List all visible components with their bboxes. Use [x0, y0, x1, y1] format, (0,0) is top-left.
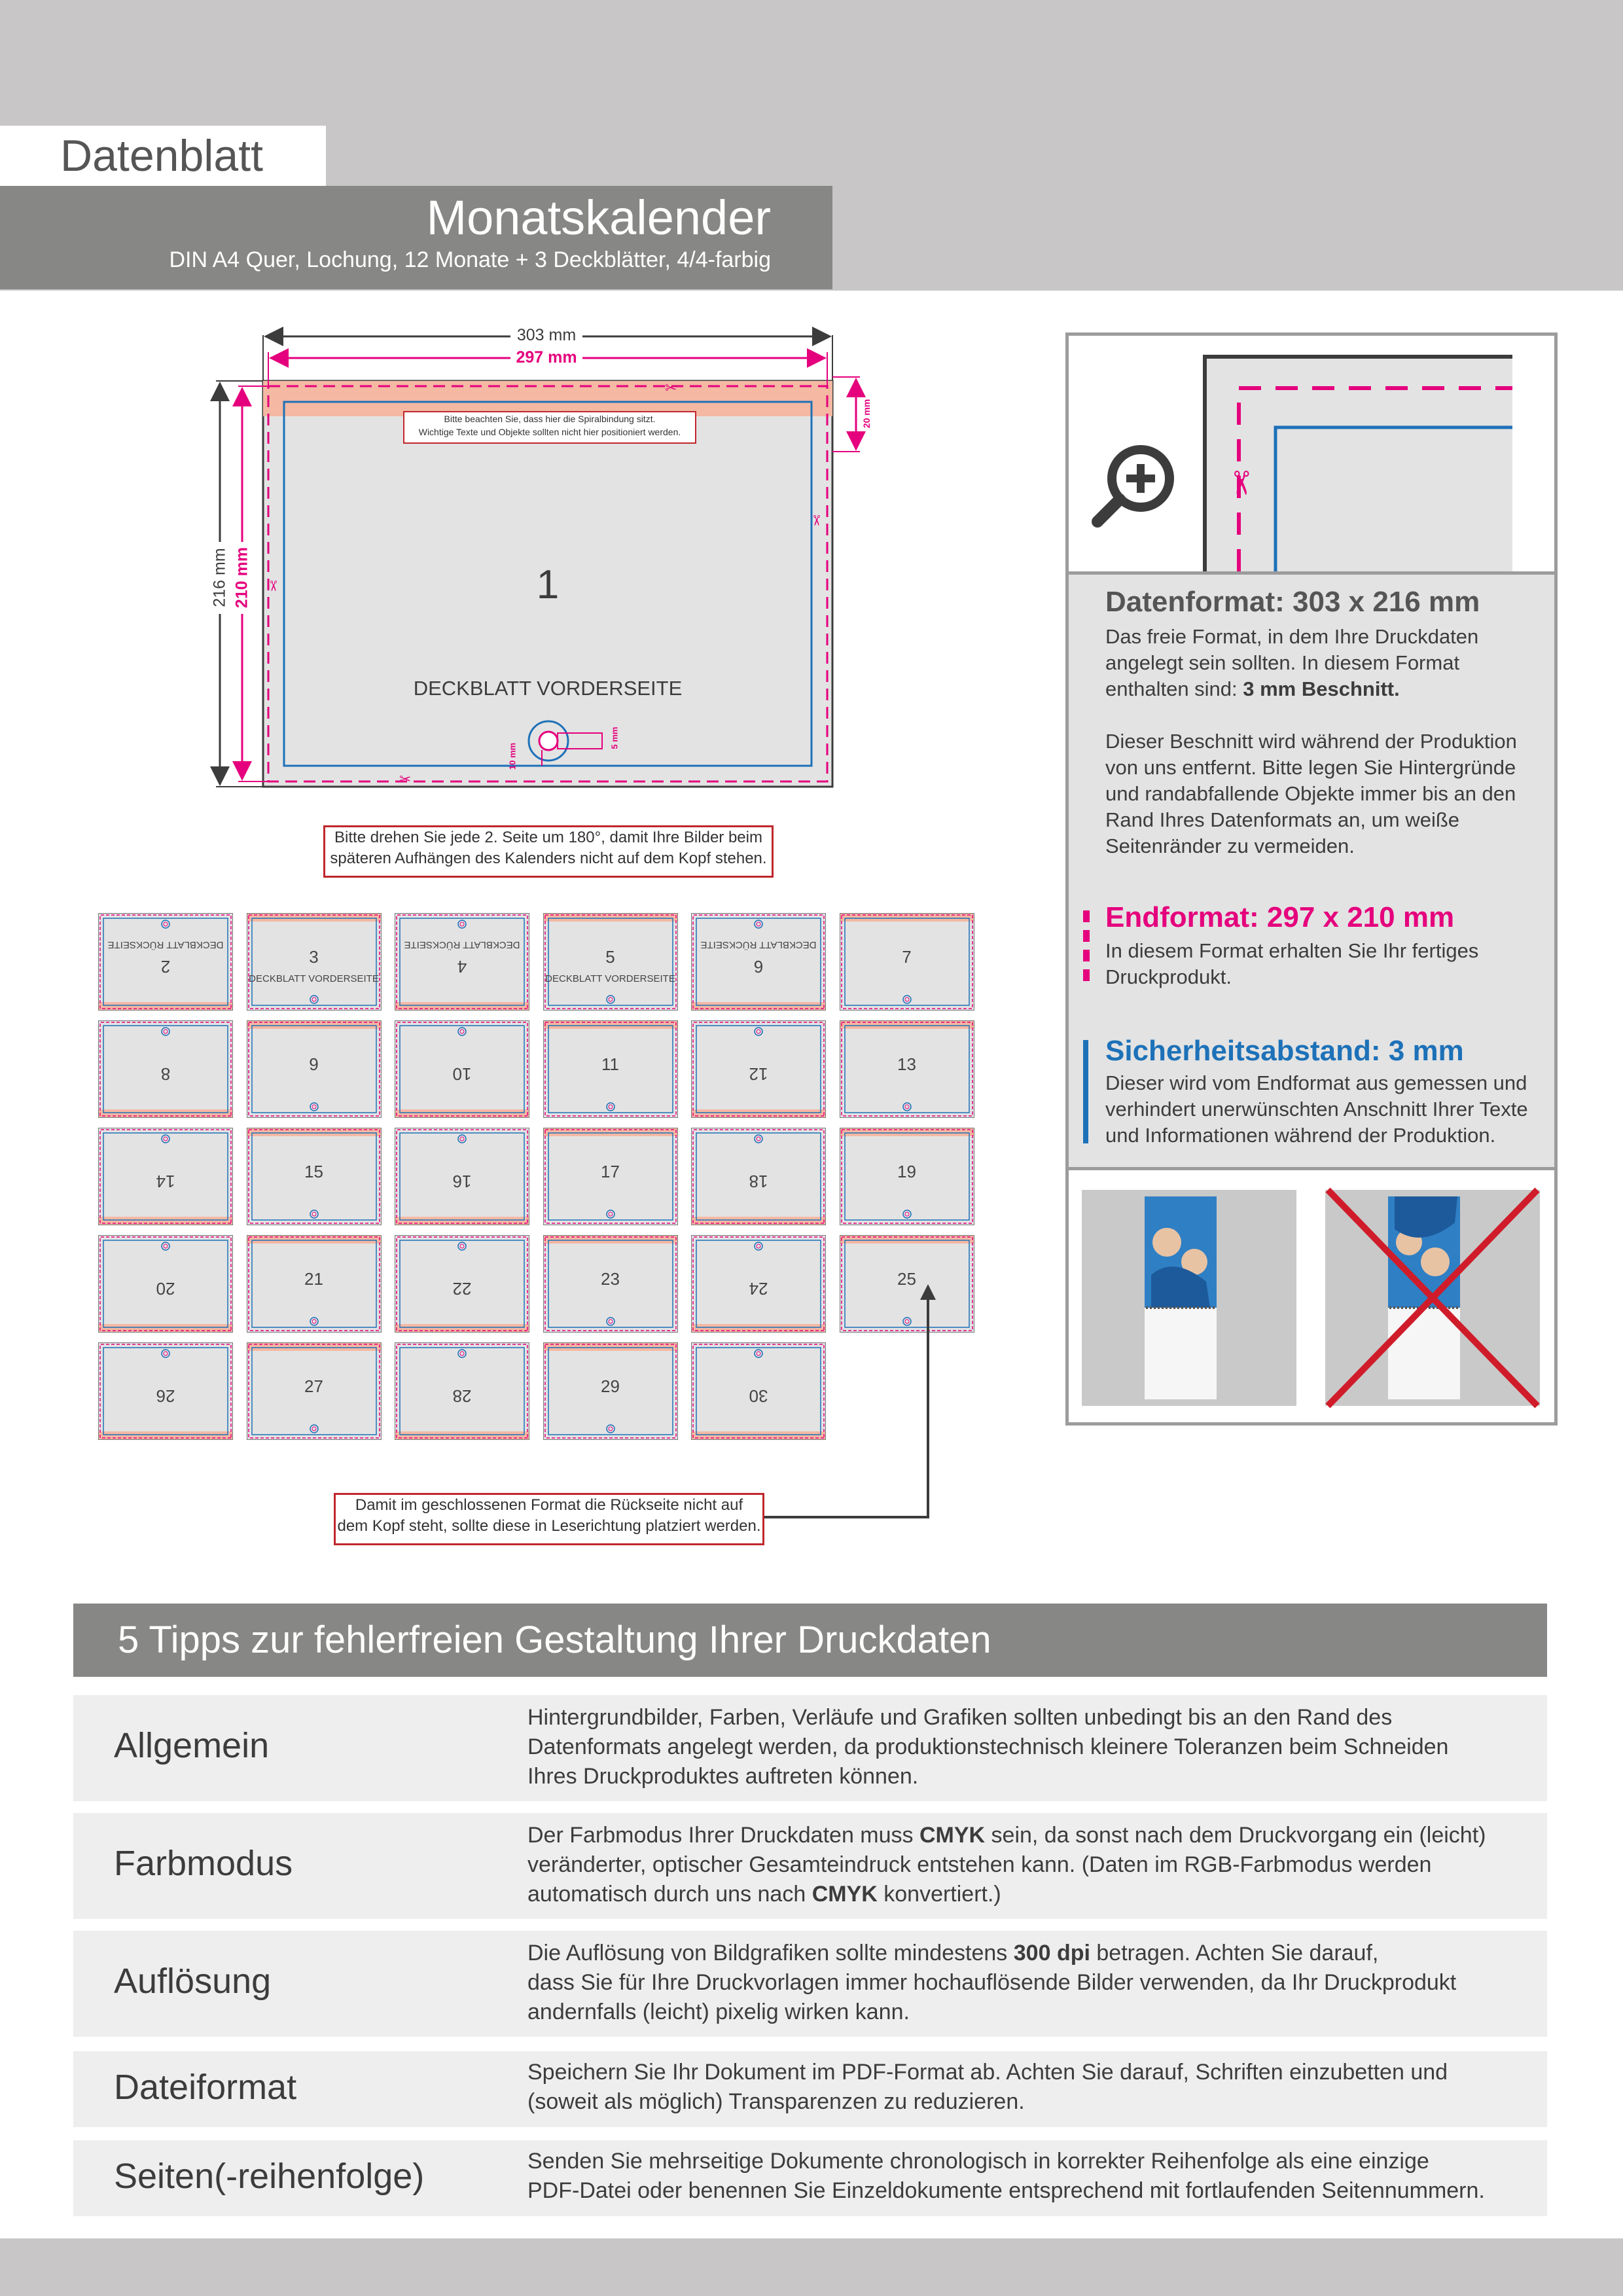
- page-subtitle: DIN A4 Quer, Lochung, 12 Monate + 3 Deckblätter, 4/4-farbig: [169, 247, 771, 272]
- page-thumbnail-number: 4: [457, 957, 467, 977]
- page-thumbnail-number: 13: [897, 1054, 916, 1074]
- page-thumbnail-number: 22: [452, 1279, 472, 1299]
- tips-title: 5 Tipps zur fehlerfreien Gestaltung Ihrer Druckdaten: [118, 1619, 991, 1661]
- page-thumbnail: [543, 913, 678, 1011]
- footer-band: [0, 2238, 1623, 2296]
- page-thumbnail-number: 26: [156, 1386, 175, 1406]
- page-thumbnail-number: 5: [605, 947, 615, 967]
- beschnitt-text: [1105, 728, 1550, 859]
- zoom-section: [1069, 336, 1554, 571]
- datenformat-title: Datenformat: 303 x 216 mm: [1105, 586, 1480, 618]
- page-caption: DECKBLATT VORDERSEITE: [413, 677, 683, 700]
- scissors-icon: ✂: [1222, 469, 1260, 497]
- page-thumbnail-number: 19: [897, 1162, 916, 1181]
- page-thumbnail-number: 15: [304, 1162, 323, 1181]
- tip-text: Hintergrundbilder, Farben, Verläufe und Grafiken sollten unbedingt bis an den Rand des Datenformats angelegt werden, da produktionstechnisch kleinere Toleranzen beim Schneiden Ihres Druckproduktes auftreten können.: [527, 1705, 1449, 1789]
- page-thumbnail-number: 30: [749, 1386, 768, 1406]
- page-thumbnail-number: 3: [309, 947, 319, 967]
- page-title: Monatskalender: [426, 190, 771, 245]
- correct-hanging-image: [1082, 1190, 1296, 1406]
- page-thumbnail: [840, 913, 974, 1011]
- page-thumbnail-number: 12: [749, 1064, 768, 1084]
- dim-hole-vertical: 10 mm: [507, 742, 518, 770]
- page-thumbnail-number: 11: [601, 1054, 619, 1074]
- page-thumbnail-number: 21: [304, 1269, 323, 1289]
- page-thumbnail: [247, 913, 382, 1011]
- page-thumbnail: [98, 1342, 233, 1440]
- tip-label: Auflösung: [114, 1962, 272, 2001]
- page-thumbnail-number: 27: [304, 1376, 323, 1396]
- page-thumbnail-number: 25: [897, 1269, 916, 1289]
- page-thumbnail: [247, 1020, 382, 1118]
- page-thumbnail: [98, 1020, 233, 1118]
- page-thumbnail-number: 6: [753, 957, 764, 977]
- page-thumbnail-number: 24: [749, 1279, 768, 1299]
- tip-text: Der Farbmodus Ihrer Druckdaten muss CMYK sein, da sonst nach dem Druckvorgang ein (leicht) veränderter, optischer Gesamteindruck entstehen kann. (Daten im RGB-Farbmodus werden automatisch durch uns nach CMYK konvertiert.): [527, 1823, 1486, 1907]
- page-thumbnail: [395, 913, 529, 1011]
- page-thumbnail-number: 10: [452, 1064, 472, 1084]
- page-thumbnail: [395, 1020, 529, 1118]
- page-thumbnail-number: 29: [601, 1376, 620, 1396]
- svg-text:✂: ✂: [264, 580, 281, 592]
- tip-row-farbmodus: [73, 1813, 1547, 1919]
- page-thumbnail-caption: DECKBLATT RÜCKSEITE: [107, 939, 224, 950]
- page-thumbnail: [98, 1235, 233, 1333]
- page-thumbnail-number: 8: [160, 1064, 171, 1084]
- page-thumbnail: [691, 913, 826, 1011]
- sicherheit-line1: Dieser wird vom Endformat aus gemessen und: [1105, 1071, 1527, 1094]
- sicherheit-line3: und Informationen während der Produktion.: [1105, 1124, 1496, 1147]
- sicherheit-title: Sicherheitsabstand: 3 mm: [1105, 1035, 1464, 1067]
- tip-row-aufloesung: [73, 1931, 1547, 2037]
- page-thumbnail: [691, 1020, 826, 1118]
- page-thumbnail-caption: DECKBLATT VORDERSEITE: [249, 973, 379, 984]
- endformat-line2: Druckprodukt.: [1105, 965, 1232, 988]
- page-thumbnail-number: 28: [452, 1386, 472, 1406]
- magnifier-plus-icon: [1097, 450, 1169, 522]
- page-thumbnail: [840, 1128, 974, 1225]
- page-thumbnail-caption: DECKBLATT VORDERSEITE: [545, 973, 675, 984]
- page-thumbnail-caption: DECKBLATT RÜCKSEITE: [700, 939, 817, 950]
- info-panel: [1065, 332, 1558, 1426]
- rotate-notice: [323, 825, 774, 878]
- dim-width-outer: 303 mm: [516, 326, 577, 344]
- beschnitt-line4: Rand Ihres Datenformats an, um weiße: [1105, 808, 1460, 831]
- back-side-notice: [334, 1493, 764, 1545]
- endformat-text: [1105, 938, 1550, 990]
- page-thumbnail: [840, 1020, 974, 1118]
- layout-diagram: [196, 326, 870, 810]
- beschnitt-line5: Seitenränder zu vermeiden.: [1105, 834, 1355, 857]
- endformat-title: Endformat: 297 x 210 mm: [1105, 901, 1455, 933]
- beschnitt-line1: Dieser Beschnitt wird während der Produktion: [1105, 730, 1517, 753]
- spiral-notice-line2: Wichtige Texte und Objekte sollten nicht hier positioniert werden.: [418, 427, 681, 437]
- dim-width-inner: 297 mm: [516, 348, 577, 367]
- dim-spiral: 20 mm: [861, 399, 872, 429]
- document-label: Datenblatt: [60, 131, 263, 181]
- endformat-marker: [1083, 910, 1090, 989]
- datenformat-line2: angelegt sein sollten. In diesem Format: [1105, 651, 1460, 674]
- page-thumbnail: [543, 1342, 678, 1440]
- tip-label: Seiten(-reihenfolge): [114, 2157, 425, 2196]
- page-thumbnail: [247, 1342, 382, 1440]
- rotate-notice-line1: Bitte drehen Sie jede 2. Seite um 180°, damit Ihre Bilder beim: [334, 829, 762, 846]
- page-thumbnail-number: 14: [156, 1172, 175, 1191]
- page-thumbnail: [543, 1128, 678, 1225]
- datenformat-line1: Das freie Format, in dem Ihre Druckdaten: [1105, 625, 1479, 648]
- page-thumbnail: [395, 1128, 529, 1225]
- dim-height-outer: 216 mm: [210, 548, 229, 607]
- page-thumbnail: [395, 1342, 529, 1440]
- sicherheit-line2: verhindert unerwünschten Anschnitt Ihrer Texte: [1105, 1098, 1528, 1121]
- tip-label: Allgemein: [114, 1726, 270, 1765]
- page-thumbnail: [543, 1235, 678, 1333]
- tip-row-allgemein: [73, 1695, 1547, 1801]
- pointer-arrow: [753, 1283, 942, 1525]
- beschnitt-line3: und randabfallende Objekte immer bis an den: [1105, 782, 1516, 805]
- page-thumbnail-number: 9: [309, 1054, 319, 1074]
- dim-height-inner: 210 mm: [232, 547, 251, 609]
- tip-text: Die Auflösung von Bildgrafiken sollte mindestens 300 dpi betragen. Achten Sie darauf, dass Sie für Ihre Druckvorlagen immer hochauflösende Bilder verwenden, da Ihr Druckprodukt andernfalls (leicht) pixelig wirken kann.: [527, 1941, 1457, 2024]
- page-thumbnail-number: 7: [902, 947, 912, 967]
- sicherheit-text: [1105, 1070, 1550, 1149]
- page-thumbnail-number: 2: [160, 957, 171, 977]
- tip-row-seitenreihenfolge: [73, 2140, 1547, 2216]
- page-thumbnail-number: 23: [601, 1269, 620, 1289]
- tip-text: Senden Sie mehrseitige Dokumente chronologisch in korrekter Reihenfolge als eine einzige PDF-Datei oder benennen Sie Einzeldokumente entsprechend mit fortlaufenden Seitennummern.: [527, 2149, 1485, 2203]
- page-number: 1: [536, 562, 560, 607]
- page-thumbnail-number: 16: [452, 1172, 472, 1191]
- spiral-notice: [403, 411, 696, 444]
- page-thumbnail-number: 20: [156, 1279, 175, 1299]
- page-thumbnail: [543, 1020, 678, 1118]
- page-thumbnail-number: 17: [601, 1162, 620, 1181]
- page-thumbnail-caption: DECKBLATT RÜCKSEITE: [404, 939, 520, 950]
- svg-text:✂: ✂: [399, 772, 412, 788]
- datenformat-text: [1105, 624, 1550, 702]
- datenformat-line3: enthalten sind: 3 mm Beschnitt.: [1105, 677, 1400, 700]
- page-thumbnail: [247, 1235, 382, 1333]
- page-thumbnail: [395, 1235, 529, 1333]
- tip-label: Dateiformat: [114, 2068, 297, 2107]
- tip-label: Farbmodus: [114, 1844, 293, 1883]
- page-thumbnail: [98, 913, 233, 1011]
- svg-text:✂: ✂: [665, 380, 677, 397]
- page-thumbnail-number: 18: [749, 1172, 768, 1191]
- page-thumbnail: [691, 1128, 826, 1225]
- svg-text:✂: ✂: [808, 514, 824, 527]
- wrong-hanging-image: [1325, 1190, 1540, 1406]
- dim-hole-horizontal: 5 mm: [609, 726, 620, 749]
- rotate-notice-line2: späteren Aufhängen des Kalenders nicht auf dem Kopf stehen.: [330, 850, 767, 867]
- endformat-line1: In diesem Format erhalten Sie Ihr fertiges: [1105, 939, 1479, 962]
- back-side-notice-line2: dem Kopf steht, sollte diese in Leserichtung platziert werden.: [337, 1517, 761, 1535]
- hanging-examples-svg: [1069, 1170, 1554, 1422]
- beschnitt-line2: von uns entfernt. Bitte legen Sie Hintergründe: [1105, 756, 1516, 779]
- page-thumbnail: [247, 1128, 382, 1225]
- hanging-examples: [1069, 1170, 1554, 1422]
- back-side-notice-line1: Damit im geschlossenen Format die Rückseite nicht auf: [355, 1496, 743, 1514]
- zoom-detail-svg: [1069, 336, 1554, 571]
- title-bar: [0, 186, 832, 289]
- spiral-notice-line1: Bitte beachten Sie, dass hier die Spiralbindung sitzt.: [444, 414, 656, 424]
- sicherheit-marker: [1083, 1040, 1088, 1143]
- page-thumbnail: [98, 1128, 233, 1225]
- tip-text: Speichern Sie Ihr Dokument im PDF-Format ab. Achten Sie darauf, Schriften einzubetten und (soweit als möglich) Transparenzen zu reduzieren.: [527, 2060, 1448, 2114]
- tip-row-dateiformat: [73, 2051, 1547, 2127]
